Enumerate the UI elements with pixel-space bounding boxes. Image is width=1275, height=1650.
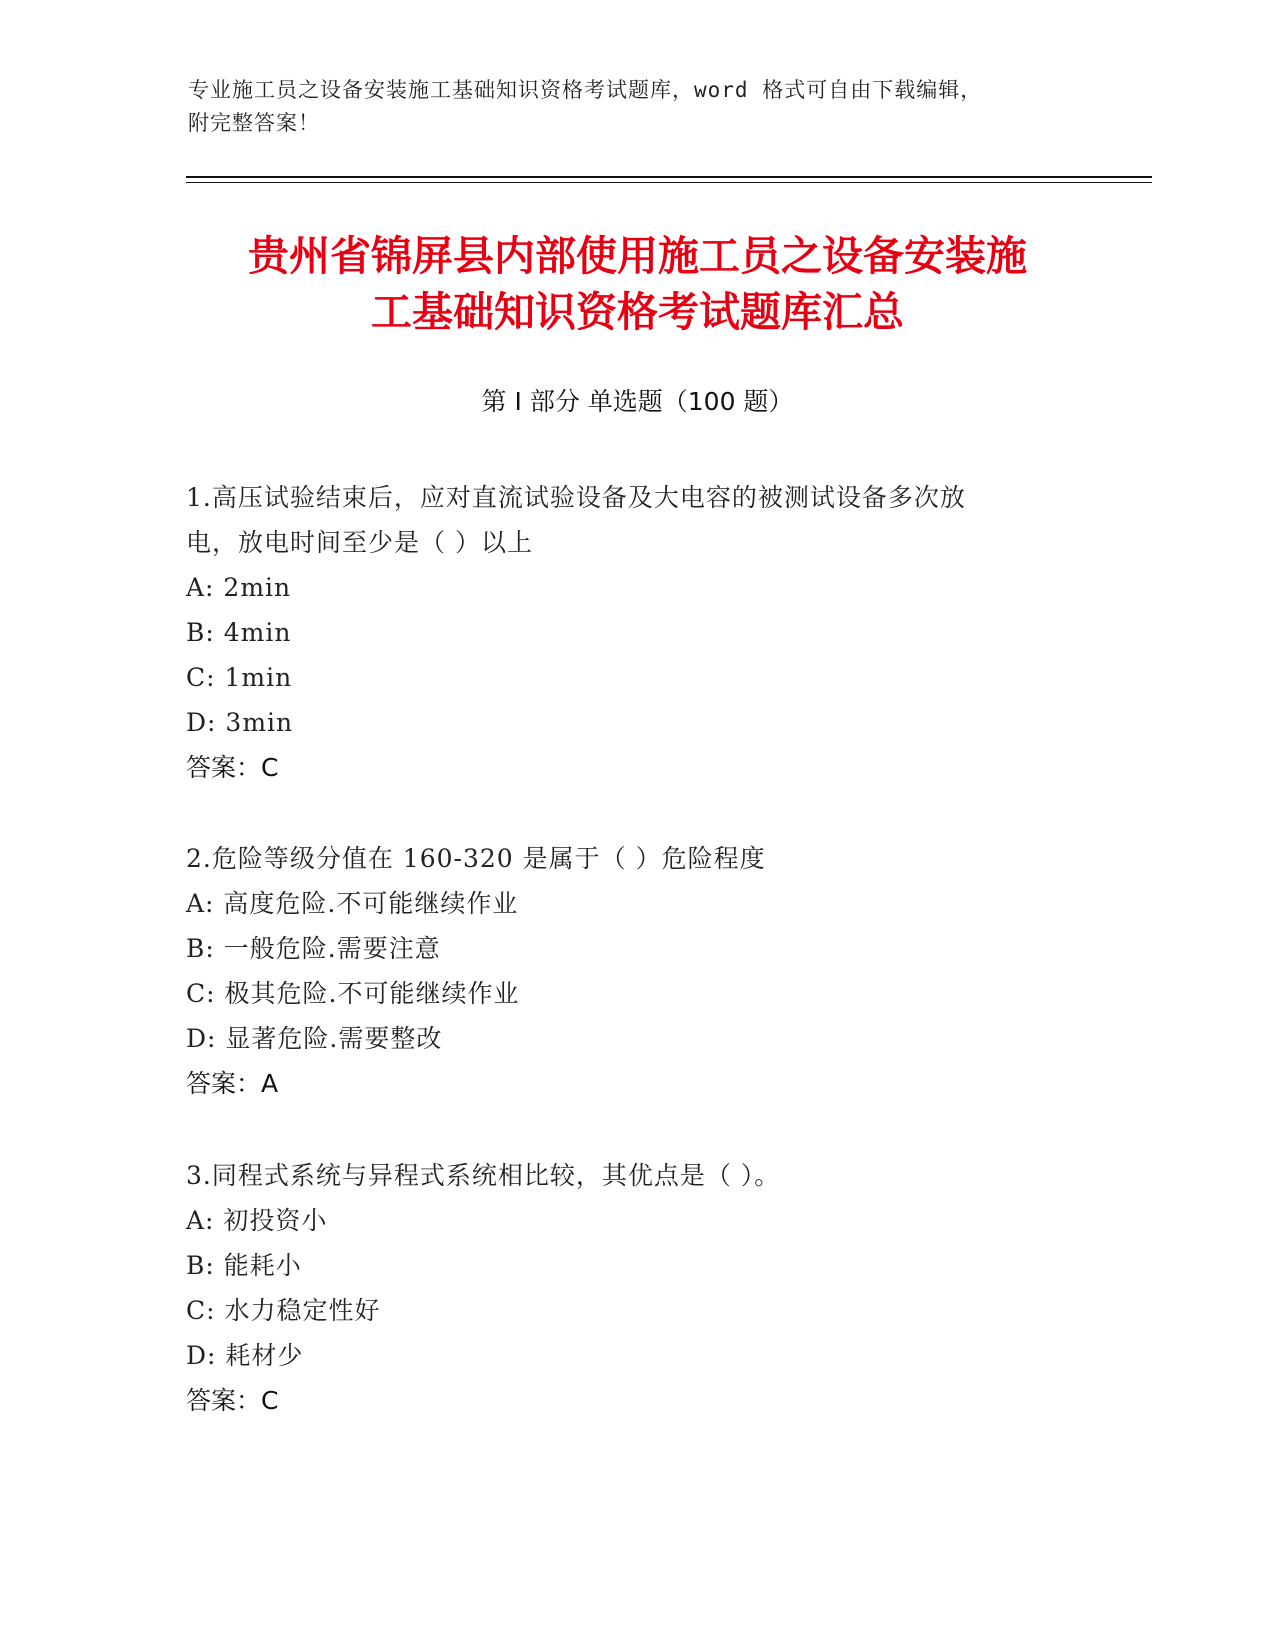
option-c: C: 极其危险.不可能继续作业 [186, 979, 520, 1008]
option-d: D: 耗材少 [186, 1341, 304, 1370]
option-a: A: 2min [186, 573, 292, 602]
question-stem: 3.同程式系统与异程式系统相比较，其优点是（ ）。 [186, 1161, 781, 1190]
option-a: A: 高度危险.不可能继续作业 [186, 889, 519, 918]
option-c: C: 1min [186, 663, 293, 692]
section-title: 第 I 部分 单选题（100 题） [481, 387, 794, 416]
header-note [188, 74, 1068, 140]
header-note-line: 专业施工员之设备安装施工基础知识资格考试题库，word 格式可自由下载编辑， [188, 78, 983, 102]
option-c: C: 水力稳定性好 [186, 1296, 381, 1325]
option-b: B: 4min [186, 618, 292, 647]
question-stem: 2.危险等级分值在 160-320 是属于（ ）危险程度 [186, 844, 766, 873]
question-stem: 电，放电时间至少是（ ）以上 [186, 528, 533, 557]
answer-label: 答案：C [186, 1386, 279, 1415]
document-title-line: 工基础知识资格考试题库汇总 [371, 288, 904, 336]
option-b: B: 能耗小 [186, 1251, 302, 1280]
question-block [186, 1153, 1066, 1423]
document-title-line: 贵州省锦屏县内部使用施工员之设备安装施 [248, 232, 1027, 280]
answer-label: 答案：C [186, 753, 279, 782]
answer-label: 答案：A [186, 1069, 279, 1098]
header-divider-thick [186, 176, 1152, 178]
option-b: B: 一般危险.需要注意 [186, 934, 441, 963]
document-title [150, 228, 1125, 340]
question-block [186, 475, 1066, 790]
question-block [186, 836, 1066, 1106]
option-a: A: 初投资小 [186, 1206, 328, 1235]
question-stem: 1.高压试验结束后，应对直流试验设备及大电容的被测试设备多次放 [186, 483, 966, 512]
option-d: D: 3min [186, 708, 294, 737]
header-divider-thin [186, 182, 1152, 183]
option-d: D: 显著危险.需要整改 [186, 1024, 443, 1053]
header-note-line: 附完整答案！ [188, 111, 320, 135]
